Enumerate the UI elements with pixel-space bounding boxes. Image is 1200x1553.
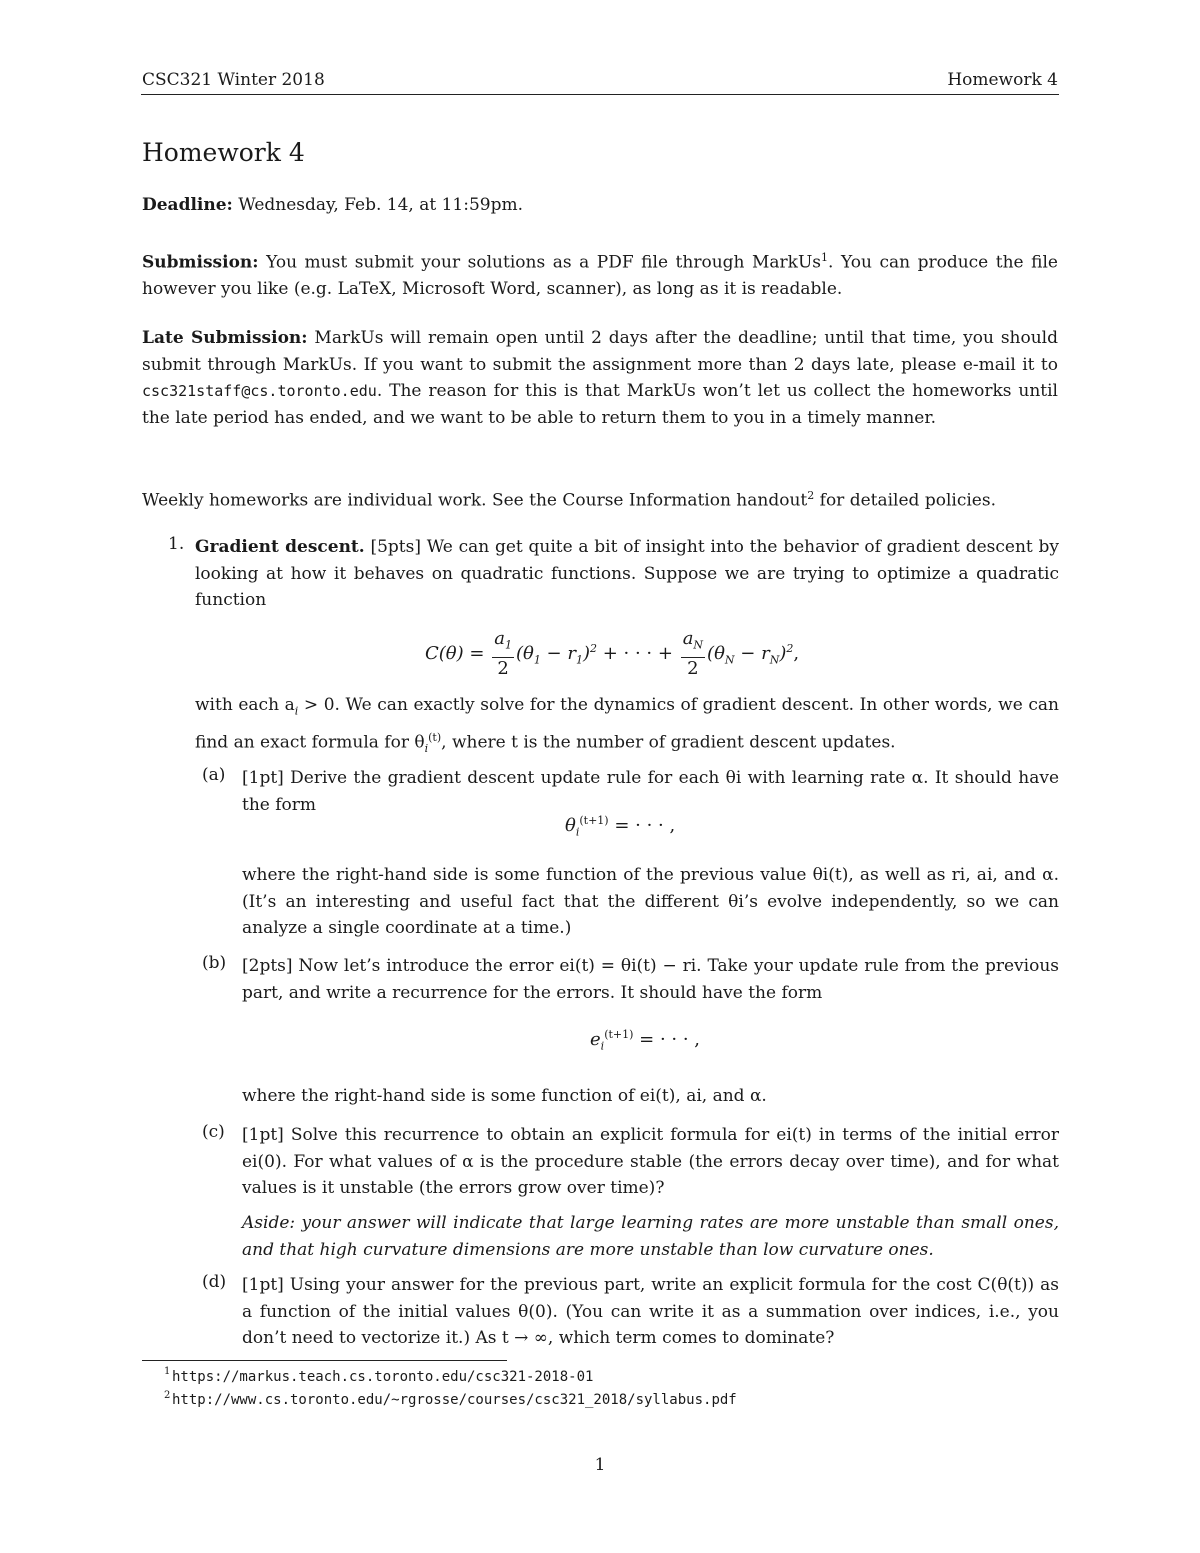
part-a-after: where the right-hand side is some function of the previous value θi(t), as well as ri, ai, and α. (It’s an interesting and useful fact that the different θi’s evolve independently, so we can analyze a single coordinate at a time.) [242, 865, 1059, 939]
part-b-text: [2pts] Now let’s introduce the error ei(t) = θi(t) − ri. Take your update rule from the previous part, and write a recurrence for the errors. It should have the form [242, 956, 1059, 1003]
weekly-text-1: Weekly homeworks are individual work. See the Course Information handout [142, 490, 808, 511]
running-header-right: Homework 4 [947, 70, 1058, 90]
footnote-rule [142, 1360, 507, 1361]
part-a-equation: $\theta_i^{(t+1)}$ = · · · , [565, 814, 676, 839]
question-1-text [195, 534, 1059, 614]
footnote-1-link[interactable]: https://markus.teach.cs.toronto.edu/csc321-2018-01 [172, 1369, 594, 1385]
part-c-text: [1pt] Solve this recurrence to obtain an explicit formula for ei(t) in terms of the initial error ei(0). For what values of α is the procedure stable (the errors decay over time), and for what values is it unstable (the errors grow over time)? [242, 1125, 1059, 1199]
deadline-label: Deadline: [142, 195, 233, 215]
late-submission-label: Late Submission: [142, 328, 308, 348]
part-b-label: (b) [202, 953, 227, 973]
part-b-equation: $e_i^{(t+1)}$ = · · · , [590, 1028, 700, 1053]
late-submission-paragraph [142, 325, 1058, 431]
staff-email-link[interactable]: csc321staff@cs.toronto.edu [142, 382, 377, 401]
submission-paragraph [142, 245, 1058, 303]
part-a-text: [1pt] Derive the gradient descent update rule for each θi with learning rate α. It should have the form [242, 768, 1059, 815]
footnote-2-mark: 2 [164, 1390, 171, 1401]
cost-function-equation: C(θ) = $\frac{a_1}{2}$ $(\theta_1 - r_1)^2$ + · · · + $\frac{a_N}{2}$ $(\theta_N - r_N)^2$, [425, 628, 800, 679]
footnote-2-link[interactable]: http://www.cs.toronto.edu/~rgrosse/courses/csc321_2018/syllabus.pdf [172, 1392, 737, 1408]
submission-text-1: You must submit your solutions as a PDF file through MarkUs [258, 252, 822, 273]
question-1-after-equation: with each $a_i > 0$. We can exactly solve for the dynamics of gradient descent. In other words, we can find an exact formula for $\theta_i^{(t)}$, where t is the number of gradient descent updates. [195, 695, 1059, 756]
question-1-body: [5pts] We can get quite a bit of insight into the behavior of gradient descent by looking at how it behaves on quadratic functions. Suppose we are trying to optimize a quadratic function [195, 537, 1059, 611]
footnote-ref-1[interactable]: 1 [821, 251, 829, 264]
footnote-1-mark: 1 [164, 1366, 171, 1377]
deadline-text: Wednesday, Feb. 14, at 11:59pm. [232, 195, 523, 215]
footnote-ref-2[interactable]: 2 [807, 489, 815, 502]
part-a-label: (a) [202, 765, 226, 785]
deadline-paragraph [142, 192, 1058, 219]
part-b-after: where the right-hand side is some function of ei(t), ai, and α. [242, 1086, 767, 1106]
header-rule [141, 94, 1059, 95]
late-submission-text-2: . The reason for this is that MarkUs won’t let us collect the homeworks until the late period has ended, and we want to be able to return them to you in a timely manner. [142, 381, 1058, 428]
weekly-paragraph [142, 483, 1058, 514]
part-d-text: [1pt] Using your answer for the previous part, write an explicit formula for the cost C(θ(t)) as a function of the initial values θ(0). (You can write it as a summation over indices, i.e., you don’t need to vectorize it.) As t → ∞, which term comes to dominate? [242, 1275, 1059, 1349]
weekly-text-2: for detailed policies. [814, 490, 996, 511]
running-header-left: CSC321 Winter 2018 [142, 70, 325, 90]
page-number: 1 [594, 1455, 606, 1475]
part-c-label: (c) [202, 1122, 225, 1142]
page-title: Homework 4 [142, 138, 305, 167]
late-submission-text-1: MarkUs will remain open until 2 days after the deadline; until that time, you should submit through MarkUs. If you want to submit the assignment more than 2 days late, please e-mail it to [142, 328, 1058, 375]
part-d-label: (d) [202, 1272, 227, 1292]
question-1-number: 1. [168, 534, 185, 554]
question-1-label: Gradient descent. [195, 537, 365, 557]
part-c-aside: Aside: your answer will indicate that large learning rates are more unstable than small ones, and that high curvature dimensions are more unstable than low curvature ones. [242, 1213, 1059, 1260]
submission-text-2: . You can produce the file however you like (e.g. LaTeX, Microsoft Word, scanner), as long as it is readable. [142, 252, 1058, 300]
submission-label: Submission: [142, 252, 259, 273]
